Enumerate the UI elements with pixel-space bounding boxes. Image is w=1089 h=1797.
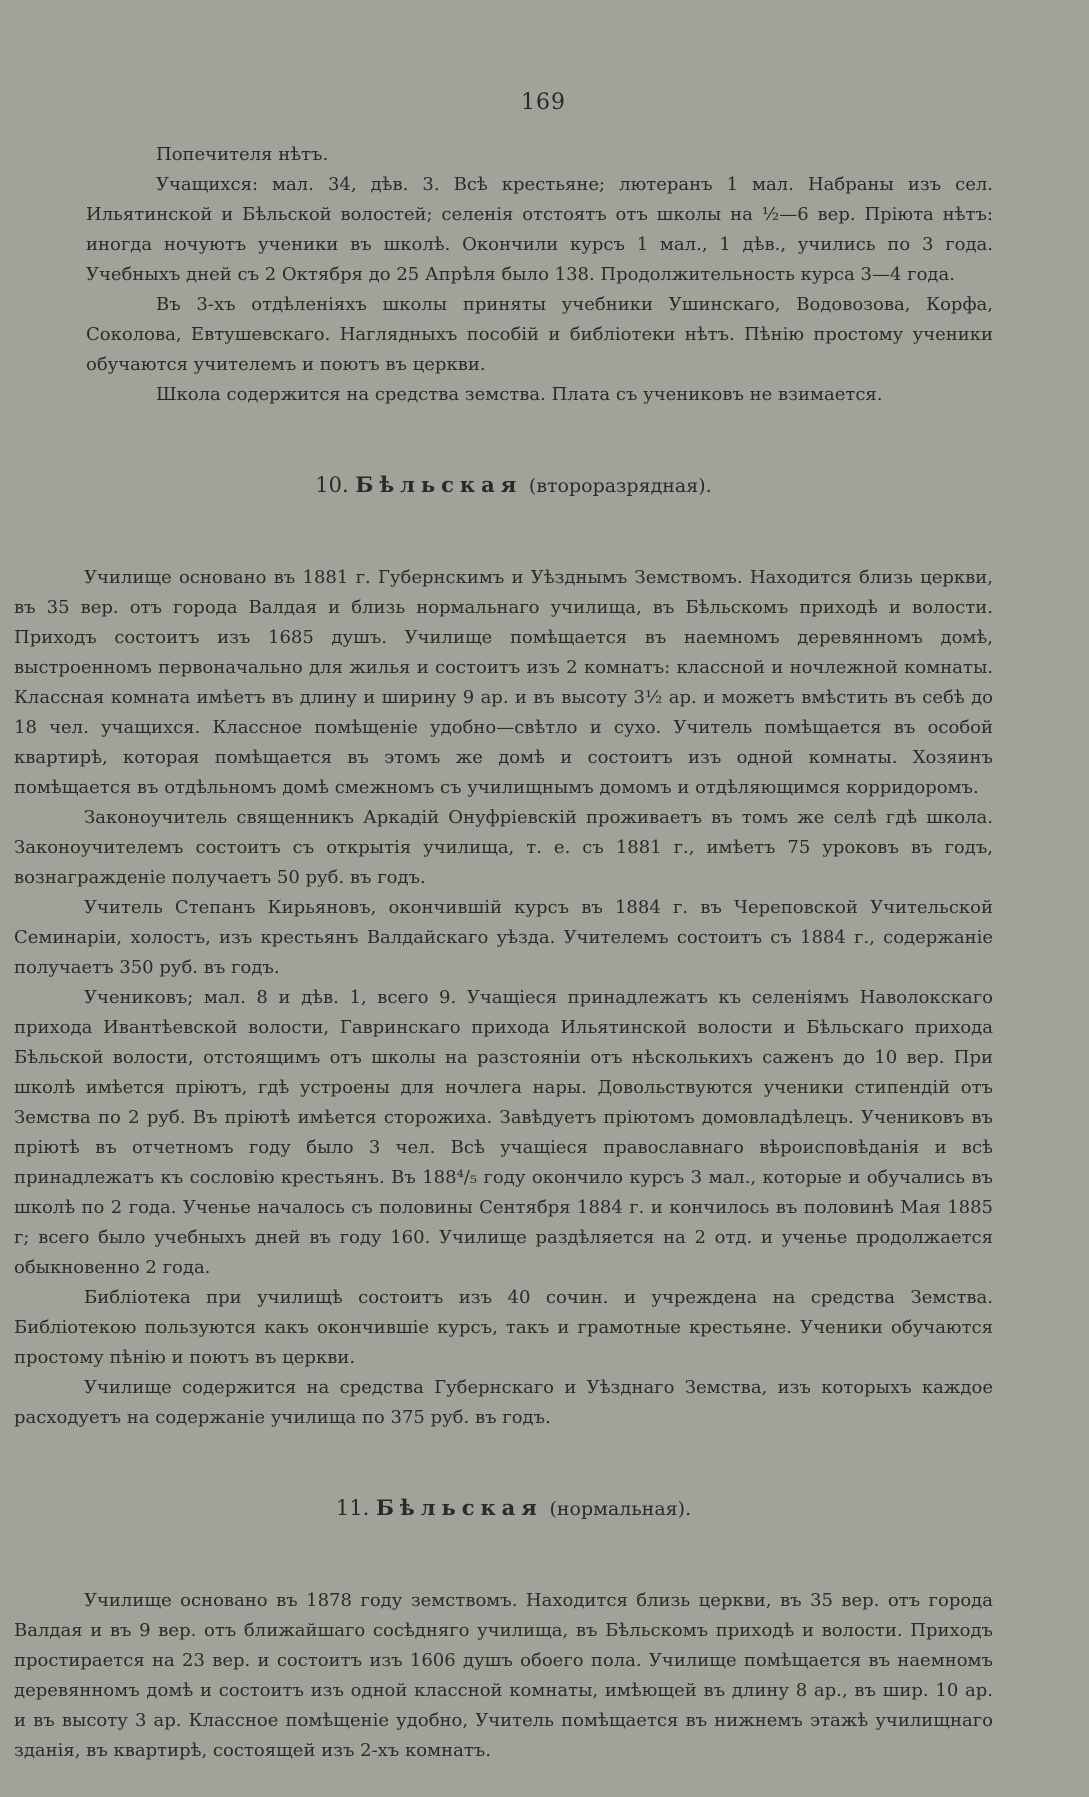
section-11-paragraph-1: Училище основано въ 1878 году земствомъ. Находится близь церкви, въ 35 вер. отъ города Валдая и въ 9 вер. отъ ближайшаго сосѣдняго училища, въ Бѣльскомъ приходѣ и волости. Приходъ простирается на 23 вер. и состоитъ изъ 1606 душъ обоего пола. Училище помѣщается въ наемномъ деревянномъ домѣ и состоитъ изъ одной классной комнаты, имѣющей въ длину 8 ар., въ шир. 10 ар. и въ высоту 3 ар. Классное помѣщеніе удобно, Учитель помѣщается въ нижнемъ этажѣ училищнаго зданія, въ квартирѣ, состоящей изъ 2-хъ комнатъ. xyxy=(14,1590,993,1761)
section-10-heading xyxy=(14,470,993,501)
section-10-paragraph-3: Учитель Степанъ Кирьяновъ, окончившій курсъ въ 1884 г. въ Череповской Учительской Семинаріи, холостъ, изъ крестьянъ Валдайскаго уѣзда. Учителемъ состоитъ съ 1884 г., содержаніе получаетъ 350 руб. въ годъ. xyxy=(14,897,993,978)
section-11-number: 11. xyxy=(335,1496,370,1520)
page-number: 169 xyxy=(521,90,566,115)
section-11-heading xyxy=(14,1493,993,1524)
intro-paragraph-1: Попечителя нѣтъ. xyxy=(156,144,329,165)
intro-paragraph-4: Школа содержится на средства земства. Плата съ учениковъ не взимается. xyxy=(156,384,883,405)
section-10-paragraph-1: Училище основано въ 1881 г. Губернскимъ и Уѣзднымъ Земствомъ. Находится близь церкви, въ 35 вер. отъ города Валдая и близь нормальнаго училища, въ Бѣльскомъ приходѣ и волости. Приходъ состоитъ изъ 1685 душъ. Училище помѣщается въ наемномъ деревянномъ домѣ, выстроенномъ первоначально для жилья и состоитъ изъ 2 комнатъ: классной и ночлежной комнаты. Классная комната имѣетъ въ длину и ширину 9 ар. и въ высоту 3½ ар. и можетъ вмѣстить въ себѣ до 18 чел. учащихся. Классное помѣщеніе удобно—свѣтло и сухо. Учитель помѣщается въ особой квартирѣ, которая помѣщается въ этомъ же домѣ и состоитъ изъ одной комнаты. Хозяинъ помѣщается въ отдѣльномъ домѣ смежномъ съ училищнымъ домомъ и отдѣляющимся корридоромъ. xyxy=(14,567,993,798)
section-10-name: Бѣльская xyxy=(355,472,523,497)
section-11-body xyxy=(14,1586,993,1766)
section-10-type: (второразрядная). xyxy=(528,475,712,497)
section-10-paragraph-5: Библіотека при училищѣ состоитъ изъ 40 сочин. и учреждена на средства Земства. Библіотекою пользуются какъ окончившіе курсъ, такъ и грамотные крестьяне. Ученики обучаются простому пѣнію и поютъ въ церкви. xyxy=(14,1287,993,1368)
section-11-type: (нормальная). xyxy=(549,1498,692,1520)
intro-block xyxy=(14,140,993,410)
section-10-paragraph-2: Законоучитель священникъ Аркадій Онуфріевскій проживаетъ въ томъ же селѣ гдѣ школа. Законоучителемъ состоитъ съ открытія училища, т. е. съ 1881 г., имѣетъ 75 уроковъ въ годъ, вознагражденіе получаетъ 50 руб. въ годъ. xyxy=(14,807,993,888)
section-10-paragraph-6: Училище содержится на средства Губернскаго и Уѣзднаго Земства, изъ которыхъ каждое расходуетъ на содержаніе училища по 375 руб. въ годъ. xyxy=(14,1377,993,1428)
section-10-body xyxy=(14,563,993,1433)
section-11-name: Бѣльская xyxy=(375,1495,543,1520)
section-10-number: 10. xyxy=(315,473,349,497)
section-10-paragraph-4: Учениковъ; мал. 8 и дѣв. 1, всего 9. Учащіеся принадлежатъ къ селеніямъ Наволокскаго прихода Ивантѣевской волости, Гавринскаго прихода Ильятинской волости и Бѣльскаго прихода Бѣльской волости, отстоящимъ отъ школы на разстояніи отъ нѣсколькихъ саженъ до 10 вер. При школѣ имѣется пріютъ, гдѣ устроены для ночлега нары. Довольствуются ученики стипендій отъ Земства по 2 руб. Въ пріютѣ имѣется сторожиха. Завѣдуетъ пріютомъ домовладѣлецъ. Учениковъ въ пріютѣ въ отчетномъ году было 3 чел. Всѣ учащіеся православнаго вѣроисповѣданія и всѣ принадлежатъ къ сословію крестьянъ. Въ 188⁴/₅ году окончило курсъ 3 мал., которые и обучались въ школѣ по 2 года. Ученье началось съ половины Сентября 1884 г. и кончилось въ половинѣ Мая 1885 г; всего было учебныхъ дней въ году 160. Училище раздѣляется на 2 отд. и ученье продолжается обыкновенно 2 года. xyxy=(14,987,993,1278)
intro-paragraph-3: Въ 3-хъ отдѣленіяхъ школы приняты учебники Ушинскаго, Водовозова, Корфа, Соколова, Евтушевскаго. Наглядныхъ пособій и библіотеки нѣтъ. Пѣнію простому ученики обучаются учителемъ и поютъ въ церкви. xyxy=(86,294,993,375)
intro-paragraph-2: Учащихся: мал. 34, дѣв. 3. Всѣ крестьяне; лютеранъ 1 мал. Набраны изъ сел. Ильятинской и Бѣльской волостей; селенія отстоятъ отъ школы на ½—6 вер. Пріюта нѣтъ: иногда ночуютъ ученики въ школѣ. Окончили курсъ 1 мал., 1 дѣв., учились по 3 года. Учебныхъ дней съ 2 Октября до 25 Апрѣля было 138. Продолжительность курса 3—4 года. xyxy=(86,174,993,285)
